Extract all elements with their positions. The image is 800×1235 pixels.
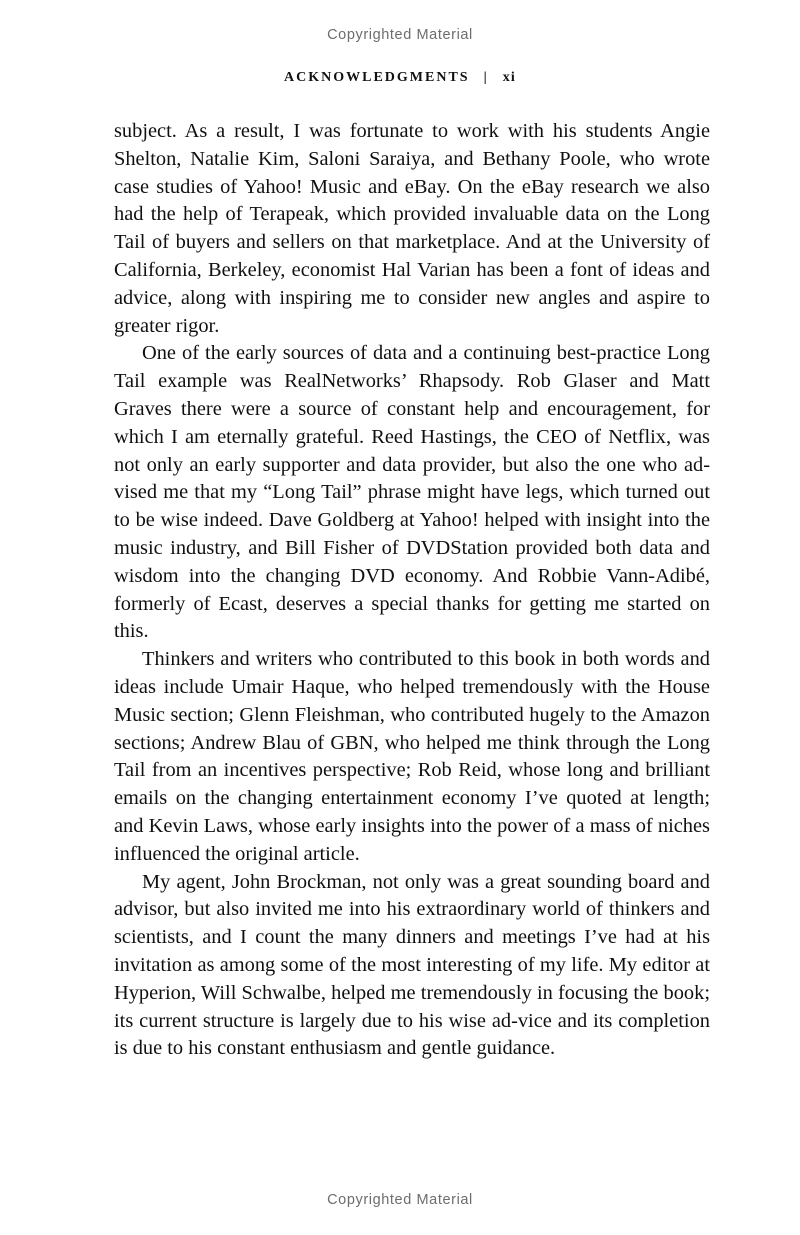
running-head-separator: |: [483, 70, 489, 85]
paragraph: subject. As a result, I was fortunate to work with his students Angie Shelton, Natalie Kim, Saloni Saraiya, and Bethany Poole, who wrote case studies of Yahoo! Music and eBay. On the eBay research we also had the help of Terapeak, which provided invaluable data on the Long Tail of buyers and sellers on that marketplace. And at the University of California, Berkeley, economist Hal Varian has been a font of ideas and advice, along with inspiring me to consider new angles and aspire to greater rigor.: [114, 120, 710, 337]
page-number: xi: [502, 70, 516, 85]
paragraph: My agent, John Brockman, not only was a great sounding board and advisor, but also invited me into his extraordinary world of thinkers and scientists, and I count the many dinners and meetings I’ve had at his invitation as among some of the most interesting of my life. My editor at Hyperion, Will Schwalbe, helped me tremendously in focusing the book; its current structure is largely due to his wise ad-vice and its completion is due to his constant enthusiasm and gentle guidance.: [114, 870, 710, 1060]
paragraph: Thinkers and writers who contributed to this book in both words and ideas include Umair Haque, who helped tremendously with the House Music section; Glenn Fleishman, who contributed hugely to the Amazon sections; Andrew Blau of GBN, who helped me think through the Long Tail from an incentives perspective; Rob Reid, whose long and brilliant emails on the changing entertainment economy I’ve quoted at length; and Kevin Laws, whose early insights into the power of a mass of niches influenced the original article.: [114, 648, 710, 865]
running-head: [0, 70, 800, 86]
paragraph: One of the early sources of data and a continuing best-practice Long Tail example was RealNetworks’ Rhapsody. Rob Glaser and Matt Graves there were a source of constant help and encouragement, for which I am eternally grateful. Reed Hastings, the CEO of Netflix, was not only an early supporter and data provider, but also the one who ad-vised me that my “Long Tail” phrase might have legs, which turned out to be wise indeed. Dave Goldberg at Yahoo! helped with insight into the music industry, and Bill Fisher of DVDStation provided both data and wisdom into the changing DVD economy. And Robbie Vann-Adibé, formerly of Ecast, deserves a special thanks for getting me started on this.: [114, 342, 710, 643]
watermark-top: Copyrighted Material: [327, 27, 473, 43]
watermark-bottom: Copyrighted Material: [327, 1192, 473, 1208]
body-text: [114, 118, 710, 1063]
running-head-title: ACKNOWLEDGMENTS: [284, 70, 470, 85]
